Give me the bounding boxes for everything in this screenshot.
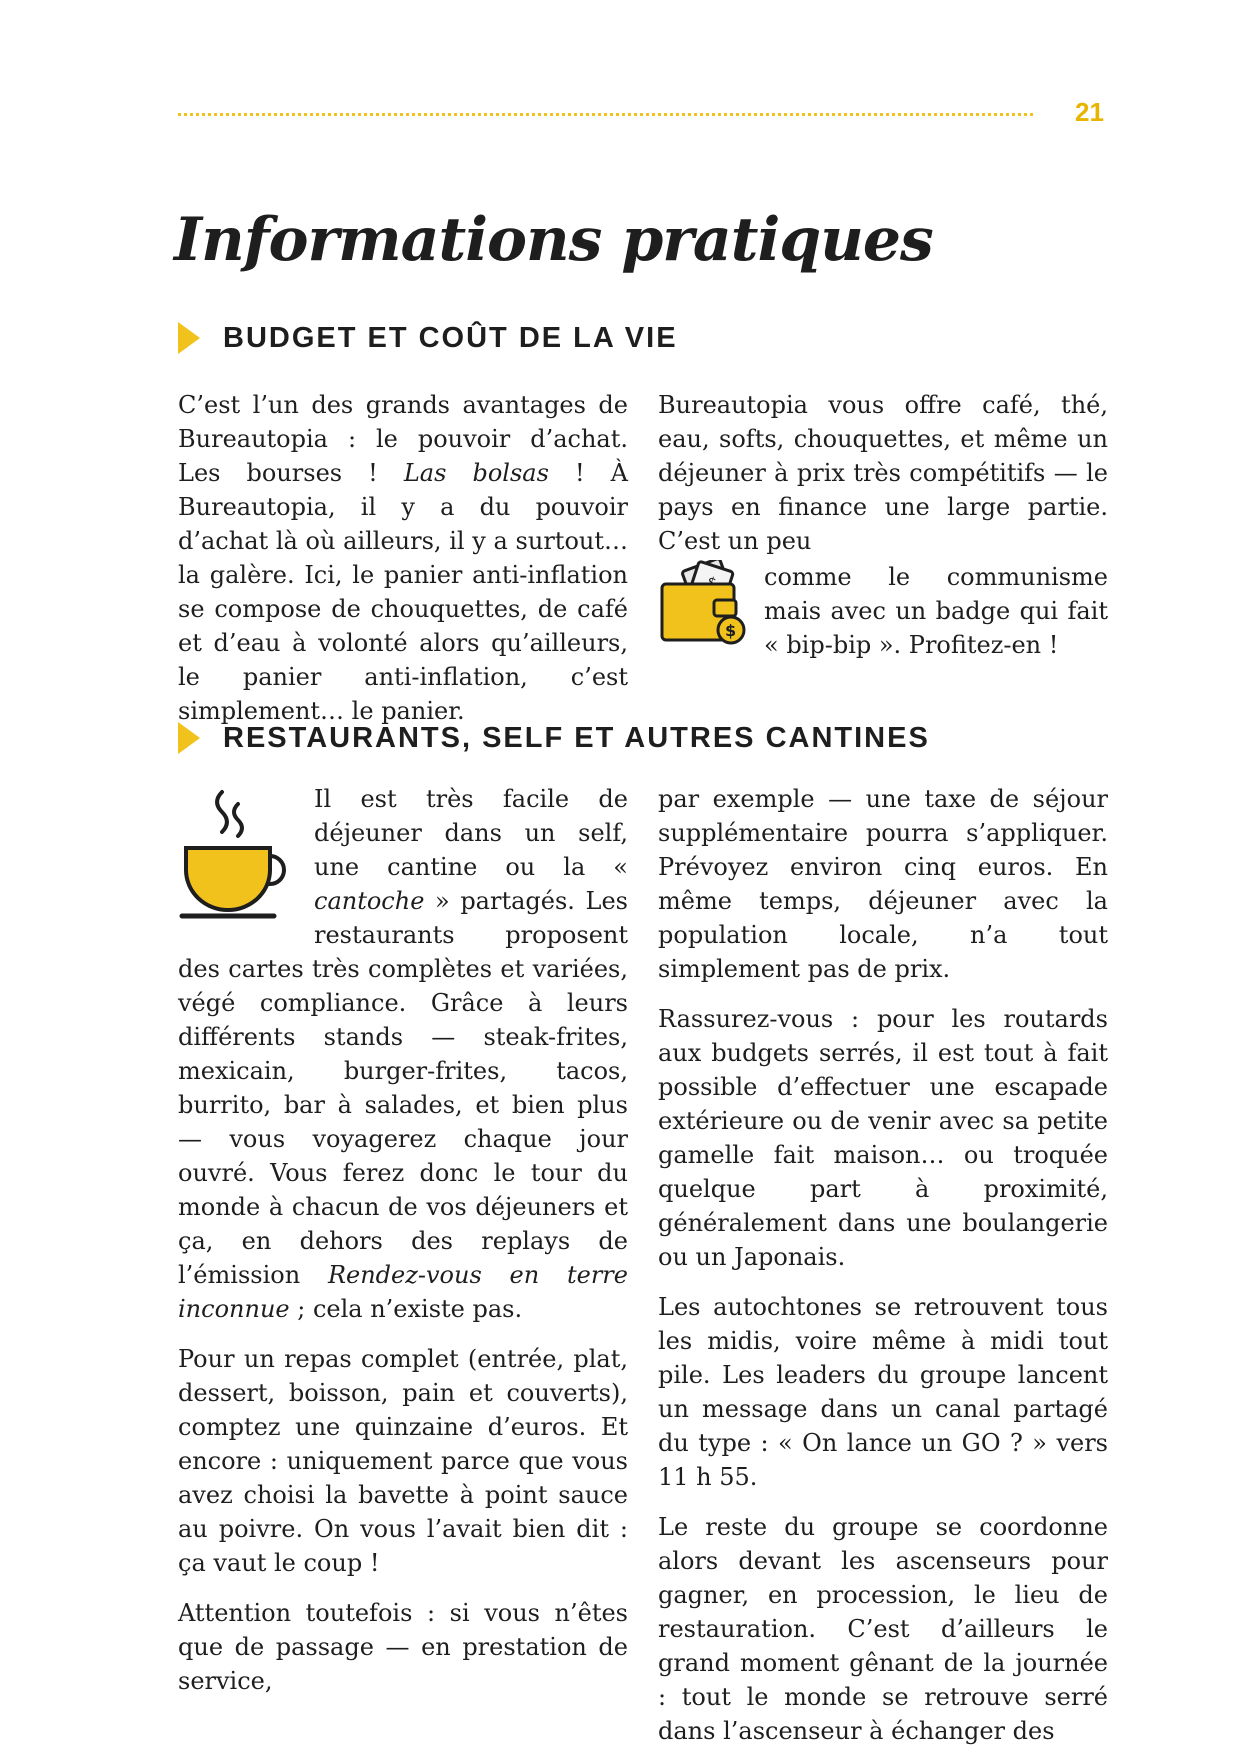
restaurants-left-column [178,782,628,1714]
section-heading-budget [178,318,678,358]
budget-paragraph-top: Bureautopia vous offre café, thé, eau, softs, chouquettes, et même un déjeuner à prix très compétitifs — le pays en finance une large partie. C’est un peu [658,391,1108,555]
wallet-money-icon [658,560,750,646]
budget-paragraph [178,388,628,728]
italic-run: cantoche [314,887,425,915]
page-title: Informations pratiques [174,205,933,275]
section-heading-restaurants [178,718,930,758]
header-dotted-rule [178,113,1033,116]
budget-paragraph-after-icon: comme le communisme mais avec un badge qui fait « bip-bip ». Profitez-en ! [764,563,1108,659]
coffee-cup-icon [178,788,300,924]
triangle-bullet-icon [178,322,200,354]
text-run: Il est très facile de déjeuner dans un self, une cantine ou la « [314,785,628,881]
restaurants-paragraph: Attention toutefois : si vous n’êtes que de passage — en prestation de service, [178,1599,628,1695]
restaurants-right-column [658,782,1108,1764]
page-number: 21 [1075,97,1104,127]
budget-right-column [658,388,1108,662]
text-run: C’est l’un des grands avantages de Bureautopia : le pouvoir d’achat. Les bourses ! [178,391,628,487]
restaurants-paragraph: Le reste du groupe se coordonne alors devant les ascenseurs pour gagner, en procession, le lieu de restauration. C’est d’ailleurs le grand moment gênant de la journée : tout le monde se retrouve serré dans l’ascenseur à échanger des [658,1513,1108,1745]
restaurants-paragraph: Rassurez-vous : pour les routards aux budgets serrés, il est tout à fait possible d’effectuer une escapade extérieure ou de venir avec sa petite gamelle fait maison… ou troquée quelque part à proximité, généralement dans une boulangerie ou un Japonais. [658,1005,1108,1271]
text-run: ! À Bureautopia, il y a du pouvoir d’achat là où ailleurs, il y a surtout… la galère. Ici, le panier anti-inflation se compose de chouquettes, de café et d’eau à volonté alors qu’ailleurs, le panier anti-inflation, c’est simplement… le panier. [178,459,629,725]
italic-run: Rendez-vous en terre inconnue [178,1261,628,1323]
italic-run: Las bolsas [403,459,549,487]
budget-left-column [178,388,628,744]
triangle-bullet-icon [178,722,200,754]
text-run: » partagés. Les restaurants proposent des cartes très complètes et variées, végé compliance. Grâce à leurs différents stands — steak-frites, mexicain, burger-frites, tacos, burrito, bar à salades, et bien plus — vous voyagerez chaque jour ouvré. Vous ferez donc le tour du monde à chacun de vos déjeuners et ça, en dehors des replays de l’émission [178,887,628,1289]
restaurants-paragraph: par exemple — une taxe de séjour supplémentaire pourra s’appliquer. Prévoyez environ cinq euros. En même temps, déjeuner avec la population locale, n’a tout simplement pas de prix. [658,785,1108,983]
text-run: ; cela n’existe pas. [289,1295,523,1323]
section-heading-label: RESTAURANTS, SELF ET AUTRES CANTINES [223,721,930,754]
svg-text:$: $ [725,621,737,640]
section-heading-label: BUDGET ET COÛT DE LA VIE [223,321,678,354]
restaurants-paragraph: Les autochtones se retrouvent tous les midis, voire même à midi tout pile. Les leaders du groupe lancent un message dans un canal partagé du type : « On lance un GO ? » vers 11 h 55. [658,1293,1108,1491]
restaurants-paragraph: Pour un repas complet (entrée, plat, dessert, boisson, pain et couverts), comptez une quinzaine d’euros. Et encore : uniquement parce que vous avez choisi la bavette à point sauce au poivre. On vous l’avait bien dit : ça vaut le coup ! [178,1345,628,1577]
